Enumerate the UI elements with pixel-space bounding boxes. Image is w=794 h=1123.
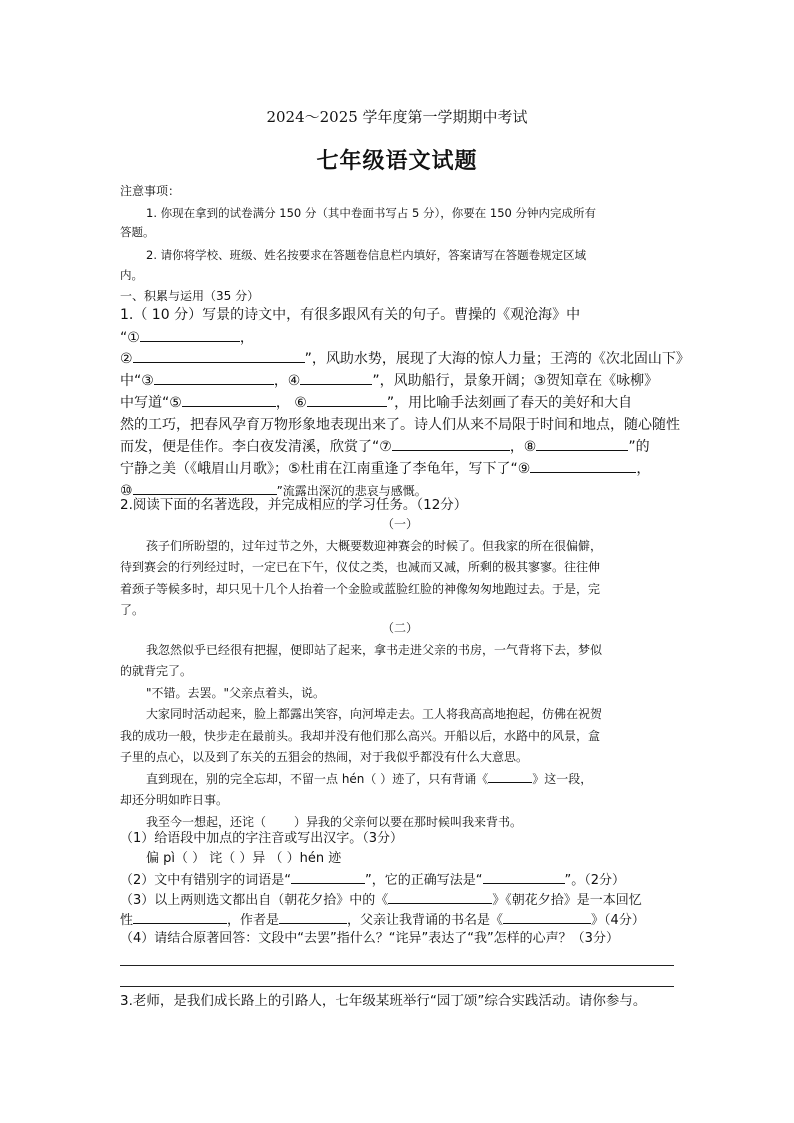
q2-passage-2-line-1: 我忽然似乎已经很有把握，便即站了起来，拿书走进父亲的书房，一气背将下去，梦似 [146,643,603,657]
notice-heading: 注意事项： [120,184,181,198]
chapter-title-blank[interactable] [388,889,492,904]
q2-passage-2-line-2: 的就背完了。 [120,664,193,678]
q2-passage-2-line-9-a: 我至今一想起，还诧（ [146,815,267,829]
q2-task-2-c: ”。（2分） [564,873,626,888]
genre-blank[interactable] [133,909,227,924]
author-blank[interactable] [279,909,347,924]
answer-blank-10[interactable] [133,480,277,495]
q1-line-3-suffix: ”，风助水势，展现了大海的惊人力量；王湾的《次北固山下》 [304,351,690,367]
answer-blank-3[interactable] [154,370,274,385]
correct-word-blank[interactable] [483,869,565,884]
q2-passage-1-line-4: 了。 [120,603,145,617]
section-1-heading: 一、积累与运用（35 分） [120,289,260,303]
q2-task-3-c: 性 [120,913,134,928]
q1-line-5 [120,391,680,415]
q1-line-2-prefix: “① [120,330,140,346]
answer-blank-1[interactable] [140,327,240,342]
q2-passage-2-line-7 [146,769,706,789]
q1-line-4-b: ，④ [273,373,301,389]
q2-part-2-label: （二） [381,621,418,635]
q1-line-2-suffix: ， [239,330,254,346]
q2-task-3-e: ，父亲让我背诵的书名是《 [347,913,504,928]
q1-line-5-b: ， ⑥ [275,395,307,411]
q2-passage-2-line-6: 子里的点心，以及到了东关的五猖会的热闹，对于我似乎都没有什么大意思。 [120,750,529,764]
typo-word-blank[interactable] [291,869,365,884]
q1-line-6: 然的工巧，把春风孕育万物形象地表现出来了。诗人们从来不局限于时间和地点，随心随性 [120,417,680,433]
q2-passage-1-line-1: 孩子们所盼望的，过年过节之外，大概要数迎神赛会的时候了。但我家的所在很偏僻， [146,539,603,553]
notice-item-1-line-2: 答题。 [120,225,155,239]
q2-passage-1-line-3: 着颈子等候多时，却只见十几个人抬着一个金脸或蓝脸红脸的神像匆匆地跑过去。于是，完 [120,582,601,596]
q2-task-3-a: （3）以上两则选文都出自（朝花夕拾》中的《 [120,893,389,908]
answer-blank-5[interactable] [182,392,276,407]
q2-passage-2-line-5: 我的成功一般，快步走在最前头。我却并没有他们那么高兴。开船以后，水路中的风景，盒 [120,729,601,743]
q2-passage-2-line-8: 却还分明如昨日事。 [120,793,229,807]
paper-title: 七年级语文试题 [316,148,478,174]
q1-line-4-c: ”，风助船行，景象开阔；③贺知章在《咏柳》 [372,373,659,389]
book-name-blank[interactable] [503,909,591,924]
q2-passage-2-line-3: "不错。去罢。"父亲点着头，说。 [146,686,326,700]
q1-line-7 [120,435,680,459]
q1-line-8-a: 宁静之美（《峨眉山月歌》；⑤杜甫在江南重逢了李龟年，写下了“⑨ [120,461,531,477]
q1-line-9-a: ⑩ [120,483,133,499]
answer-blank-6[interactable] [307,392,387,407]
q2-task-3-b: 》《朝花夕拾》是一本回忆 [492,893,642,908]
q1-line-8-b: ， [636,461,651,477]
q1-line-3 [120,347,690,371]
q2-task-3-line-1 [120,889,680,911]
answer-blank-9[interactable] [530,458,636,473]
q2-task-2 [120,869,680,891]
answer-line-2[interactable] [120,986,674,987]
q2-passage-1-line-2: 待到赛会的行列经过时，一定已在下午，仪仗之类，也减而又减，所剩的极其寥寥。往往伸 [120,560,601,574]
q1-line-4 [120,369,680,393]
answer-line-1[interactable] [120,965,674,966]
q1-line-5-c: ”，用比喻手法刻画了春天的美好和大自 [386,395,633,411]
answer-blank-8[interactable] [536,436,628,451]
notice-item-2-line-2: 内。 [120,268,143,282]
exam-title: 2024～2025 学年度第一学期期中考试 [266,108,528,126]
book-title-blank[interactable] [488,770,532,783]
q2-heading: 2.阅读下面的名著选段，并完成相应的学习任务。（12分） [120,497,468,513]
q1-line-9-b: ”流露出深沉的悲哀与感慨。 [276,484,427,498]
q1-line-7-c: ”的 [628,439,650,455]
q2-passage-2-line-9-b: ）异我的父亲何以要在那时候叫我来背书。 [294,815,523,829]
q2-task-2-a: （2）文中有错别字的词语是“ [120,873,292,888]
answer-blank-2[interactable] [133,348,305,363]
q1-line-5-a: 中写道“⑤ [120,395,182,411]
q2-task-1: （1）给语段中加点的字注音或写出汉字。（3分） [120,831,404,846]
q2-passage-2-line-7-a: 直到现在，别的完全忘却，不留一点 hén（ ）迹了，只有背诵《 [146,772,489,786]
q2-task-4: （4）请结合原著回答：文段中“去罢”指什么？“诧异”表达了“我”怎样的心声？（3分） [120,931,619,946]
q1-line-7-b: ，⑧ [509,439,537,455]
q3-line-1: 3.老师，是我们成长路上的引路人，七年级某班举行“园丁颂”综合实践活动。请你参与。 [120,993,647,1009]
q2-task-3-d: ，作者是 [227,913,280,928]
q1-line-3-prefix: ② [120,351,133,367]
q2-task-1-items: 偏 pì（ ） 诧（ ）异 （ ）hén 迹 [146,851,342,866]
q2-part-1-label: （一） [381,517,418,531]
q2-task-3-line-2 [120,909,680,931]
answer-blank-7[interactable] [392,436,510,451]
q1-line-7-a: 而发，便是佳作。李白夜发清溪，欣赏了“⑦ [120,439,392,455]
q2-passage-2-line-4: 大家同时活动起来，脸上都露出笑容，向河埠走去。工人将我高高地抱起，仿佛在祝贺 [146,707,603,721]
notice-item-2-line-1: 2. 请你将学校、班级、姓名按要求在答题卷信息栏内填好，答案请写在答题卷规定区域 [146,248,587,262]
q2-task-3-f: 》（4分） [591,913,645,928]
notice-item-1-line-1: 1. 你现在拿到的试卷满分 150 分（其中卷面书写占 5 分），你要在 150 分钟内完成所有 [146,206,597,220]
q2-passage-2-line-7-b: 》这一段， [532,772,593,786]
q1-line-4-a: 中“③ [120,373,154,389]
q1-line-1: 1.（ 10 分）写景的诗文中，有很多跟风有关的句子。曹操的《观沧海》中 [120,307,581,323]
q1-line-8 [120,457,680,481]
answer-blank-4[interactable] [300,370,372,385]
q2-task-2-b: ”，它的正确写法是“ [365,873,483,888]
